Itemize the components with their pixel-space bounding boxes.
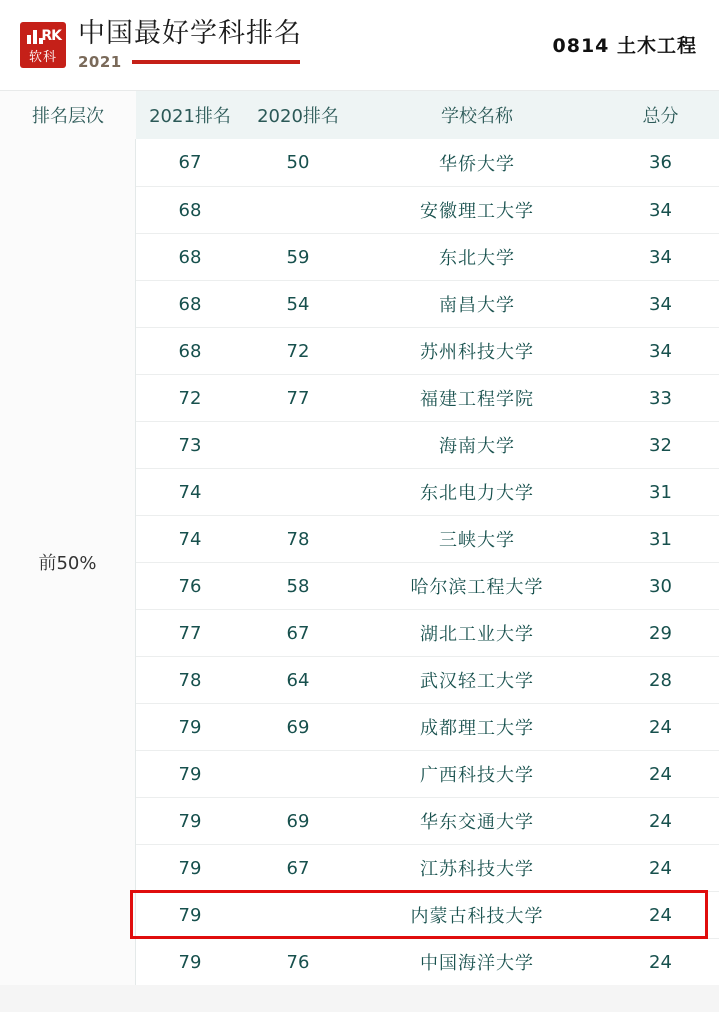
cell-rank-2021: 74: [178, 481, 202, 503]
cell-school: 中国海洋大学: [420, 953, 534, 974]
table-row[interactable]: [136, 139, 719, 186]
tier-cell: 前50%: [0, 139, 136, 985]
cell-score: 28: [649, 669, 672, 691]
cell-score: 34: [649, 199, 672, 221]
cell-rank-2020: 67: [286, 622, 310, 644]
table-rows: [136, 139, 719, 985]
cell-score: 33: [649, 387, 672, 409]
subject-label: 0814 土木工程: [552, 34, 697, 57]
cell-school: 内蒙古科技大学: [410, 906, 544, 927]
cell-school: 苏州科技大学: [420, 342, 534, 363]
cell-rank-2021: 79: [178, 857, 202, 879]
table-header-row: [0, 91, 719, 139]
table-row[interactable]: [136, 703, 719, 750]
title-subrow: [78, 53, 302, 71]
cell-school: 华东交通大学: [420, 812, 534, 833]
table-row[interactable]: [136, 562, 719, 609]
table-row[interactable]: [136, 797, 719, 844]
cell-rank-2021: 74: [178, 528, 202, 550]
cell-score: 24: [649, 951, 672, 973]
cell-score: 24: [649, 904, 672, 926]
cell-school: 福建工程学院: [420, 389, 534, 410]
cell-rank-2020: 76: [286, 951, 310, 973]
title-block: [78, 19, 302, 71]
cell-score: 31: [649, 528, 672, 550]
cell-rank-2020: 58: [286, 575, 310, 597]
table-row[interactable]: [136, 186, 719, 233]
cell-rank-2020: [244, 751, 352, 797]
table-row[interactable]: [136, 750, 719, 797]
cell-rank-2021: 73: [178, 434, 202, 456]
cell-school: 南昌大学: [439, 295, 515, 316]
cell-school: 成都理工大学: [420, 718, 534, 739]
cell-school: 广西科技大学: [420, 765, 534, 786]
edition-year: 2021: [78, 53, 122, 71]
cell-rank-2021: 79: [178, 763, 202, 785]
cell-school: 三峡大学: [439, 530, 515, 551]
cell-score: 24: [649, 810, 672, 832]
logo-label: 软科: [28, 49, 57, 64]
cell-rank-2020: [244, 422, 352, 468]
cell-score: 34: [649, 293, 672, 315]
cell-school: 华侨大学: [439, 153, 515, 175]
cell-rank-2020: 50: [286, 152, 310, 173]
ranking-table: [0, 91, 719, 985]
cell-rank-2020: 67: [286, 857, 310, 879]
table-row[interactable]: [136, 468, 719, 515]
cell-score: 24: [649, 716, 672, 738]
column-header-2021: 2021排名: [149, 106, 231, 127]
cell-rank-2020: 69: [286, 716, 310, 738]
cell-school: 安徽理工大学: [420, 201, 534, 222]
cell-school: 江苏科技大学: [420, 859, 534, 880]
cell-rank-2021: 68: [178, 293, 202, 315]
table-row[interactable]: [136, 844, 719, 891]
cell-rank-2020: [244, 187, 352, 233]
table-row[interactable]: [136, 280, 719, 327]
cell-score: 30: [649, 575, 672, 597]
cell-rank-2021: 68: [178, 246, 202, 268]
cell-rank-2021: 78: [178, 669, 202, 691]
cell-rank-2021: 68: [178, 340, 202, 362]
column-header-2020: 2020排名: [257, 106, 339, 127]
cell-score: 34: [649, 340, 672, 362]
title-underline: [132, 60, 300, 64]
table-body: [0, 139, 719, 985]
cell-rank-2021: 79: [178, 810, 202, 832]
cell-score: 34: [649, 246, 672, 268]
cell-score: 31: [649, 481, 672, 503]
cell-school: 武汉轻工大学: [420, 671, 534, 692]
cell-rank-2021: 68: [178, 199, 202, 221]
cell-rank-2021: 76: [178, 575, 202, 597]
cell-score: 29: [649, 622, 672, 644]
cell-rank-2020: 59: [286, 246, 310, 268]
table-row[interactable]: [136, 515, 719, 562]
cell-school: 海南大学: [439, 436, 515, 457]
cell-score: 24: [649, 857, 672, 879]
table-row[interactable]: [136, 609, 719, 656]
table-row[interactable]: [136, 656, 719, 703]
cell-school: 湖北工业大学: [420, 624, 534, 645]
table-row[interactable]: [136, 421, 719, 468]
cell-rank-2020: 77: [286, 387, 310, 409]
page-header: [0, 0, 719, 90]
cell-school: 哈尔滨工程大学: [410, 577, 544, 598]
cell-score: 36: [649, 152, 672, 173]
table-row[interactable]: [136, 891, 719, 938]
cell-rank-2021: 79: [178, 951, 202, 973]
cell-school: 东北大学: [439, 248, 515, 269]
cell-rank-2020: 69: [286, 810, 310, 832]
table-row[interactable]: [136, 233, 719, 280]
cell-rank-2020: 78: [286, 528, 310, 550]
table-row[interactable]: [136, 327, 719, 374]
page-title: 中国最好学科排名: [78, 18, 302, 49]
cell-rank-2021: 67: [178, 152, 202, 173]
cell-school: 东北电力大学: [420, 483, 534, 504]
cell-rank-2020: 64: [286, 669, 310, 691]
cell-rank-2020: [244, 892, 352, 938]
cell-rank-2021: 79: [178, 716, 202, 738]
cell-rank-2020: [244, 469, 352, 515]
shanghairanking-logo: [20, 22, 66, 68]
cell-rank-2021: 72: [178, 387, 202, 409]
table-row[interactable]: [136, 374, 719, 421]
table-row[interactable]: [136, 938, 719, 985]
column-header-school: 学校名称: [441, 106, 513, 127]
column-header-score: 总分: [642, 106, 679, 127]
cell-rank-2021: 77: [178, 622, 202, 644]
cell-score: 32: [649, 434, 672, 456]
cell-score: 24: [649, 763, 672, 785]
cell-rank-2020: 72: [286, 340, 310, 362]
column-header-tier: 排名层次: [0, 91, 136, 139]
logo-rk-mark: RK: [41, 28, 61, 44]
cell-rank-2021: 79: [178, 904, 202, 926]
cell-rank-2020: 54: [286, 293, 310, 315]
